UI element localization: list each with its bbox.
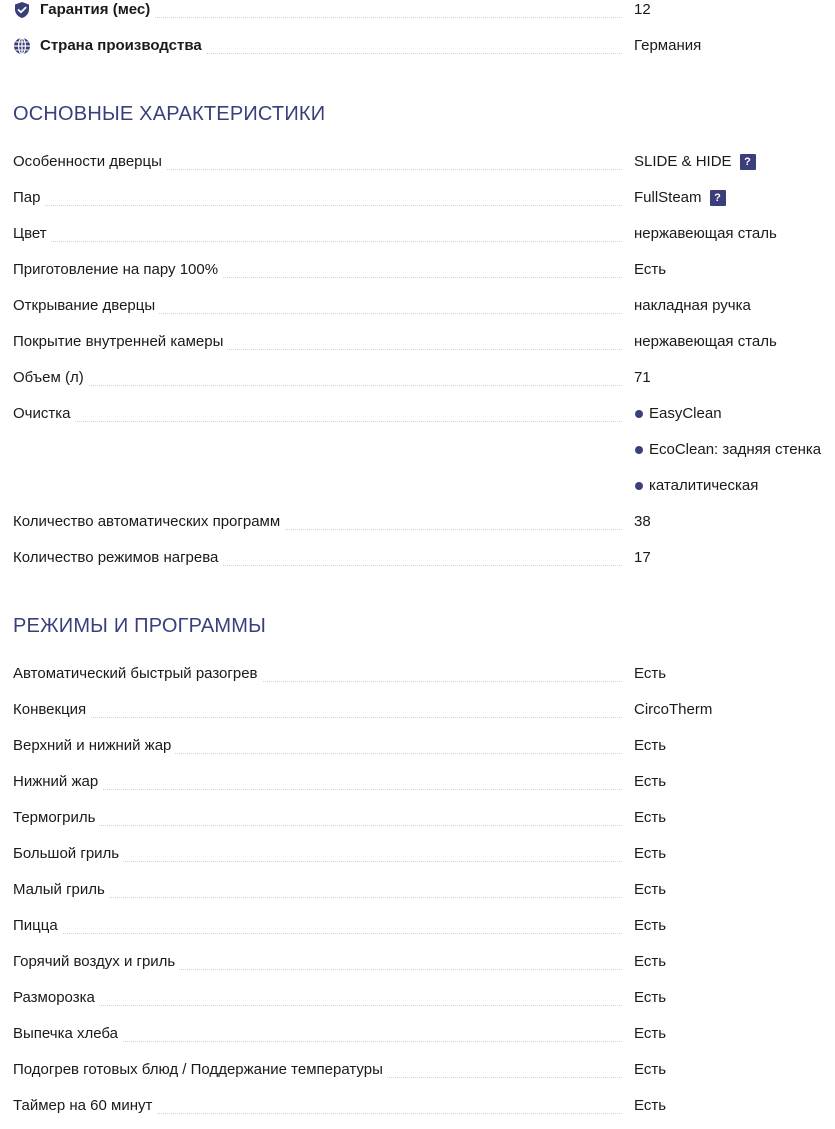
- spec-label: Приготовление на пару 100%: [13, 261, 222, 279]
- section-heading: РЕЖИМЫ И ПРОГРАММЫ: [13, 615, 267, 637]
- spec-value-bullet: [634, 441, 821, 459]
- spec-row: [0, 692, 835, 728]
- help-icon[interactable]: ?: [710, 190, 726, 206]
- spec-value-bullet: [634, 405, 722, 423]
- spec-row: [0, 980, 835, 1016]
- section-title-main: [0, 64, 835, 144]
- spec-label: Страна производства: [40, 37, 206, 55]
- spec-value: Есть: [634, 1061, 667, 1078]
- spec-label: Количество автоматических программ: [13, 513, 284, 531]
- spec-row: [0, 504, 835, 540]
- spec-bullet-row: [0, 468, 835, 504]
- spec-bullet-row: [0, 432, 835, 468]
- spec-value: Есть: [634, 881, 667, 898]
- spec-row: [0, 144, 835, 180]
- bullet-text: EcoClean: задняя стенка: [649, 441, 822, 458]
- globe-icon: [13, 37, 31, 55]
- spec-row: [0, 800, 835, 836]
- leader-line: [13, 1005, 622, 1006]
- leader-line: [13, 421, 622, 422]
- spec-value: Есть: [634, 845, 667, 862]
- help-icon[interactable]: ?: [740, 154, 756, 170]
- spec-value: Есть: [634, 773, 667, 790]
- spec-label: Малый гриль: [13, 881, 109, 899]
- spec-row: [0, 180, 835, 216]
- spec-label: Выпечка хлеба: [13, 1025, 122, 1043]
- spec-value: 38: [634, 513, 651, 530]
- spec-value: Есть: [634, 665, 667, 682]
- spec-value: Есть: [634, 737, 667, 754]
- spec-row: [0, 216, 835, 252]
- leader-line: [13, 789, 622, 790]
- spec-row: [0, 360, 835, 396]
- spec-row: [0, 728, 835, 764]
- spec-value: 71: [634, 369, 651, 386]
- spec-value: [634, 189, 726, 207]
- spec-row: [0, 872, 835, 908]
- spec-value: нержавеющая сталь: [634, 333, 777, 350]
- spec-label: Пар: [13, 189, 44, 207]
- spec-label: Разморозка: [13, 989, 99, 1007]
- spec-value: Есть: [634, 261, 667, 278]
- spec-row: [0, 288, 835, 324]
- spec-label: Открывание дверцы: [13, 297, 159, 315]
- spec-value: Есть: [634, 1025, 667, 1042]
- spec-label: Таймер на 60 минут: [13, 1097, 156, 1115]
- spec-label: Большой гриль: [13, 845, 123, 863]
- spec-label: Верхний и нижний жар: [13, 737, 175, 755]
- spec-row: [0, 1052, 835, 1088]
- section-title-modes: [0, 576, 835, 656]
- spec-value: Есть: [634, 809, 667, 826]
- leader-line: [13, 205, 622, 206]
- spec-row: [0, 944, 835, 980]
- spec-value-bullet: [634, 477, 758, 495]
- spec-value: Германия: [634, 37, 702, 54]
- bullet-icon: [635, 446, 643, 454]
- spec-label: Горячий воздух и гриль: [13, 953, 179, 971]
- bullet-icon: [635, 482, 643, 490]
- spec-label: Количество режимов нагрева: [13, 549, 222, 567]
- spec-row: [0, 656, 835, 692]
- spec-value: Есть: [634, 989, 667, 1006]
- spec-value: нержавеющая сталь: [634, 225, 777, 242]
- spec-label: Особенности дверцы: [13, 153, 166, 171]
- spec-value: Есть: [634, 1097, 667, 1114]
- spec-label: Пицца: [13, 917, 62, 935]
- spec-row: [0, 252, 835, 288]
- spec-label: Конвекция: [13, 701, 90, 719]
- leader-line: [13, 241, 622, 242]
- bullet-text: каталитическая: [649, 477, 759, 494]
- spec-value-text: SLIDE & HIDE: [634, 153, 732, 170]
- leader-line: [13, 825, 622, 826]
- spec-value: [634, 153, 756, 171]
- spec-value: Есть: [634, 953, 667, 970]
- spec-value: 12: [634, 1, 651, 18]
- spec-value: CircoTherm: [634, 701, 713, 718]
- section-heading: ОСНОВНЫЕ ХАРАКТЕРИСТИКИ: [13, 103, 326, 125]
- bullet-icon: [635, 410, 643, 418]
- spec-row: [0, 324, 835, 360]
- leader-line: [13, 717, 622, 718]
- spec-label: Очистка: [13, 405, 74, 423]
- spec-label: Термогриль: [13, 809, 99, 827]
- spec-label: Покрытие внутренней камеры: [13, 333, 227, 351]
- bullet-text: EasyClean: [649, 405, 722, 422]
- spec-row: [0, 764, 835, 800]
- spec-value: 17: [634, 549, 651, 566]
- spec-label: Объем (л): [13, 369, 88, 387]
- spec-row: [0, 836, 835, 872]
- spec-row: [0, 1088, 835, 1124]
- spec-label: Цвет: [13, 225, 51, 243]
- spec-value: Есть: [634, 917, 667, 934]
- spec-label: Подогрев готовых блюд / Поддержание температуры: [13, 1061, 387, 1079]
- spec-label: Гарантия (мес): [40, 1, 154, 19]
- spec-value: накладная ручка: [634, 297, 751, 314]
- spec-label: Нижний жар: [13, 773, 102, 791]
- leader-line: [13, 933, 622, 934]
- spec-row-country: [0, 28, 835, 64]
- spec-row: [0, 540, 835, 576]
- spec-row-cleaning: [0, 396, 835, 432]
- spec-row: [0, 1016, 835, 1052]
- shield-check-icon: [13, 1, 31, 19]
- spec-row: [0, 908, 835, 944]
- spec-label: Автоматический быстрый разогрев: [13, 665, 262, 683]
- leader-line: [13, 385, 622, 386]
- spec-row-warranty: [0, 0, 835, 28]
- spec-value-text: FullSteam: [634, 189, 702, 206]
